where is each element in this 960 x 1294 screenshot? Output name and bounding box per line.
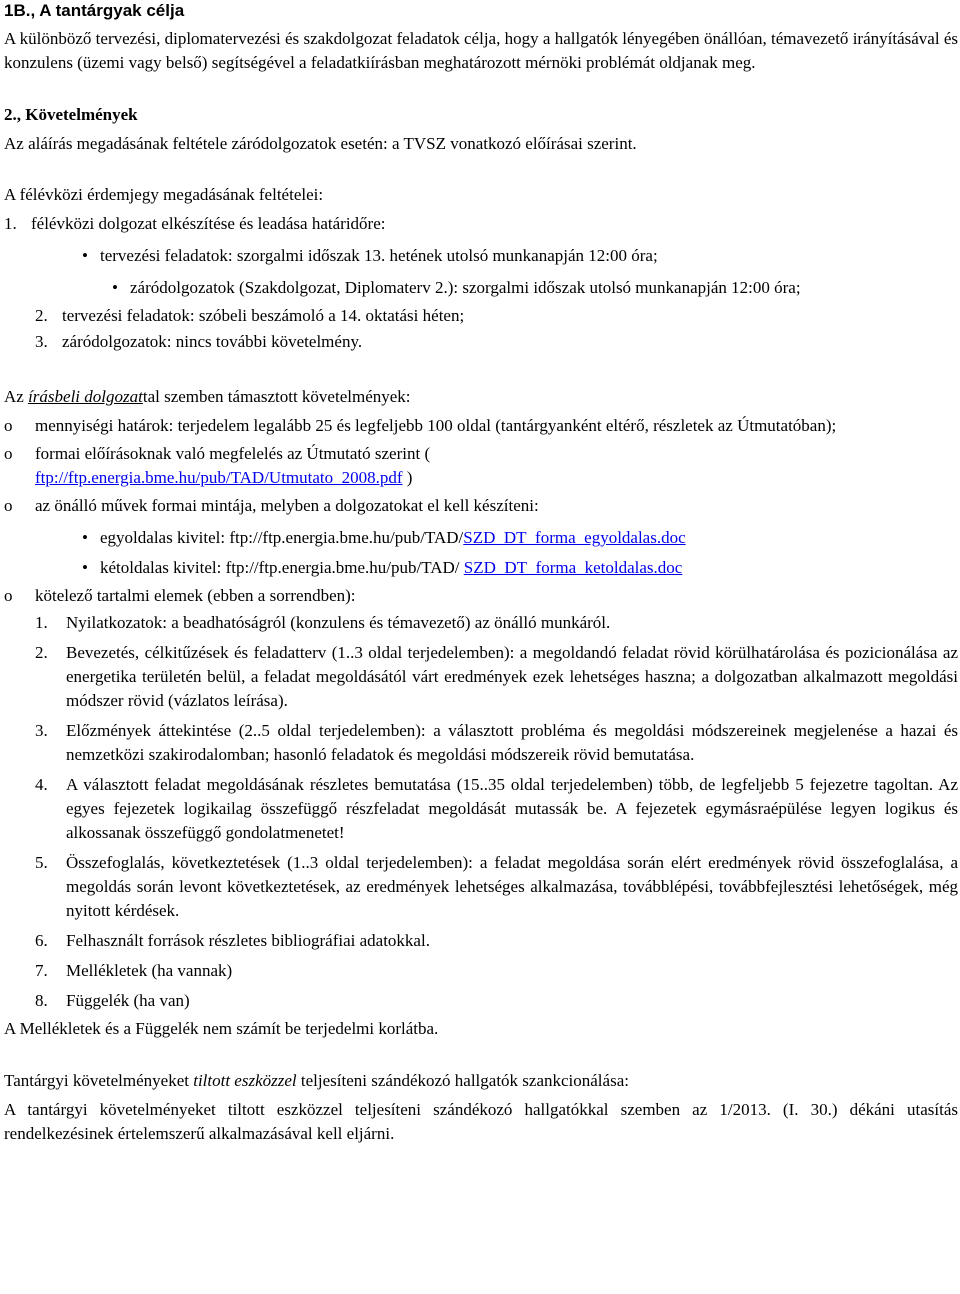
list-number: 8. [35,991,48,1010]
deadline-bullet-2 [4,276,958,300]
bullet-icon: • [112,278,118,297]
template-bullet-1 [4,526,958,550]
list-text: félévközi dolgozat elkészítése és leadása határidőre: [31,214,386,233]
list-number: 3. [35,332,48,351]
list-number: 2. [35,643,48,662]
section-title-aims: 1B., A tantárgyak célja [4,1,185,20]
heading-text-emphasis: tiltott eszközzel [193,1071,297,1090]
section-title-requirements: 2., Követelmények [4,105,138,124]
bullet-icon: • [82,528,88,547]
list-text: záródolgozatok: nincs további követelmény. [62,332,363,351]
requirement-text: az önálló művek formai mintája, melyben a dolgozatokat el kell készíteni: [35,496,539,515]
list-text: A választott feladat megoldásának részletes bemutatása (15..35 oldal terjedelemben) több, de legfeljebb 5 fejezetre tagoltan. Az egyes fejezetek logikailag összefüggő részfeladat megoldását mutassák be. A fejezetek egymásraépülése legyen logikus és alkossanak összefüggő gondolatmenetet! [66,775,958,842]
list-number: 7. [35,961,48,980]
list-item [35,989,958,1013]
bullet-text: egyoldalas kivitel: ftp://ftp.energia.bme.hu/pub/TAD/ [100,528,464,547]
sanction-paragraph: A tantárgyi követelményeket tiltott eszközzel teljesíteni szándékozó hallgatókkal szemben az 1/2013. (I. 30.) dékáni utasítás rendelkezésinek értelemszerű alkalmazásával kell eljárni. [4,1100,958,1143]
template-bullet-2 [4,556,958,580]
requirement-text: kötelező tartalmi elemek (ebben a sorrendben): [35,586,356,605]
list-item [35,929,958,953]
heading-text-emphasis: írásbeli dolgozat [28,387,143,406]
list-marker: o [4,416,13,435]
aims-paragraph: A különböző tervezési, diplomatervezési és szakdolgozat feladatok célja, hogy a hallgatók lényegében önállóan, témavezető irányításával és konzulens (üzemi vagy belső) segítségével a feladatkiírásban meghatározott mérnöki problémát oldjanak meg. [4,29,958,72]
list-item [35,773,958,845]
grade-conditions-heading: A félévközi érdemjegy megadásának feltételei: [4,185,324,204]
list-number: 1. [4,214,17,233]
contents-list [4,611,958,1013]
deadline-bullet-1 [4,244,958,268]
bullet-text: kétoldalas kivitel: ftp://ftp.energia.bme.hu/pub/TAD/ [100,558,464,577]
grade-condition-1 [4,212,958,236]
list-text: Előzmények áttekintése (2..5 oldal terjedelemben): a választott probléma és megoldási módszereinek megjelenése a hazai és nemzetközi szakirodalomban; hasonló feladatok és megoldási módszereik rövid bemutatása. [66,721,958,764]
list-text: Függelék (ha van) [66,991,190,1010]
list-text: Felhasznált források részletes bibliográfiai adatokkal. [66,931,430,950]
appendix-note: A Mellékletek és a Függelék nem számít be terjedelmi korlátba. [4,1019,439,1038]
heading-text-post: teljesíteni szándékozó hallgatók szankcionálása: [296,1071,629,1090]
bullet-text: záródolgozatok (Szakdolgozat, Diplomaterv 2.): szorgalmi időszak utolsó munkanapján 12:00 óra; [130,278,801,297]
list-item [35,959,958,983]
list-number: 5. [35,853,48,872]
list-text: Nyilatkozatok: a beadhatóságról (konzulens és témavezető) az önálló munkáról. [66,613,611,632]
list-marker: o [4,586,13,605]
list-number: 1. [35,613,48,632]
list-marker: o [4,496,13,515]
written-requirements-heading [4,385,958,409]
requirement-volume [4,414,958,438]
guide-link[interactable]: ftp://ftp.energia.bme.hu/pub/TAD/Utmutato_2008.pdf [35,468,403,487]
template-link-double-sided[interactable]: SZD_DT_forma_ketoldalas.doc [463,558,683,577]
heading-text-pre: Tantárgyi követelményeket [4,1071,194,1090]
heading-text-pre: Az [4,387,29,406]
bullet-text: tervezési feladatok: szorgalmi időszak 13. hetének utolsó munkanapján 12:00 óra; [100,246,658,265]
grade-condition-3 [4,330,958,354]
list-text: Összefoglalás, következtetések (1..3 oldal terjedelemben): a feladat megoldása során elért eredmények rövid összefoglalása, a megoldás során levont következtetések, az eredmények lehetséges alkalmazása, továbblépési, továbbfejlesztési lehetőségek, még nyitott kérdések. [66,853,958,920]
list-item [35,719,958,767]
list-number: 3. [35,721,48,740]
bullet-text-wrap [100,526,958,550]
list-marker: o [4,444,13,463]
bullet-text-wrap [100,556,958,580]
requirement-text: formai előírásoknak való megfelelés az Útmutató szerint ( [35,444,431,463]
list-text: Mellékletek (ha vannak) [66,961,233,980]
list-item [35,611,958,635]
grade-condition-2 [4,304,958,328]
requirement-contents [4,584,958,608]
sanction-heading [4,1069,958,1093]
heading-text-post: tal szemben támasztott követelmények: [142,387,411,406]
list-text: Bevezetés, célkitűzések és feladatterv (1..3 oldal terjedelemben): a megoldandó feladat rövid körülhatárolása és pozicionálása az energetika területén belül, a feladat megoldásától várt eredmények ezek lehetséges haszna; a dolgozatban alkalmazott megoldási módszer rövid (vázlatos leírása). [66,643,958,710]
list-number: 4. [35,775,48,794]
requirement-text-wrap [35,442,958,490]
list-item [35,851,958,923]
template-link-single-sided[interactable]: SZD_DT_forma_egyoldalas.doc [463,528,686,547]
signature-condition: Az aláírás megadásának feltétele záródolgozatok esetén: a TVSZ vonatkozó előírásai szerint. [4,134,637,153]
requirement-text-post: ) [402,468,413,487]
list-item [35,641,958,713]
requirement-format [4,442,958,490]
list-text: tervezési feladatok: szóbeli beszámoló a 14. oktatási héten; [62,306,465,325]
bullet-icon: • [82,558,88,577]
requirement-text: mennyiségi határok: terjedelem legalább 25 és legfeljebb 100 oldal (tantárgyanként eltérő, részletek az Útmutatóban); [35,416,837,435]
list-number: 6. [35,931,48,950]
bullet-icon: • [82,246,88,265]
requirement-template [4,494,958,518]
list-number: 2. [35,306,48,325]
document-page [4,0,958,1146]
